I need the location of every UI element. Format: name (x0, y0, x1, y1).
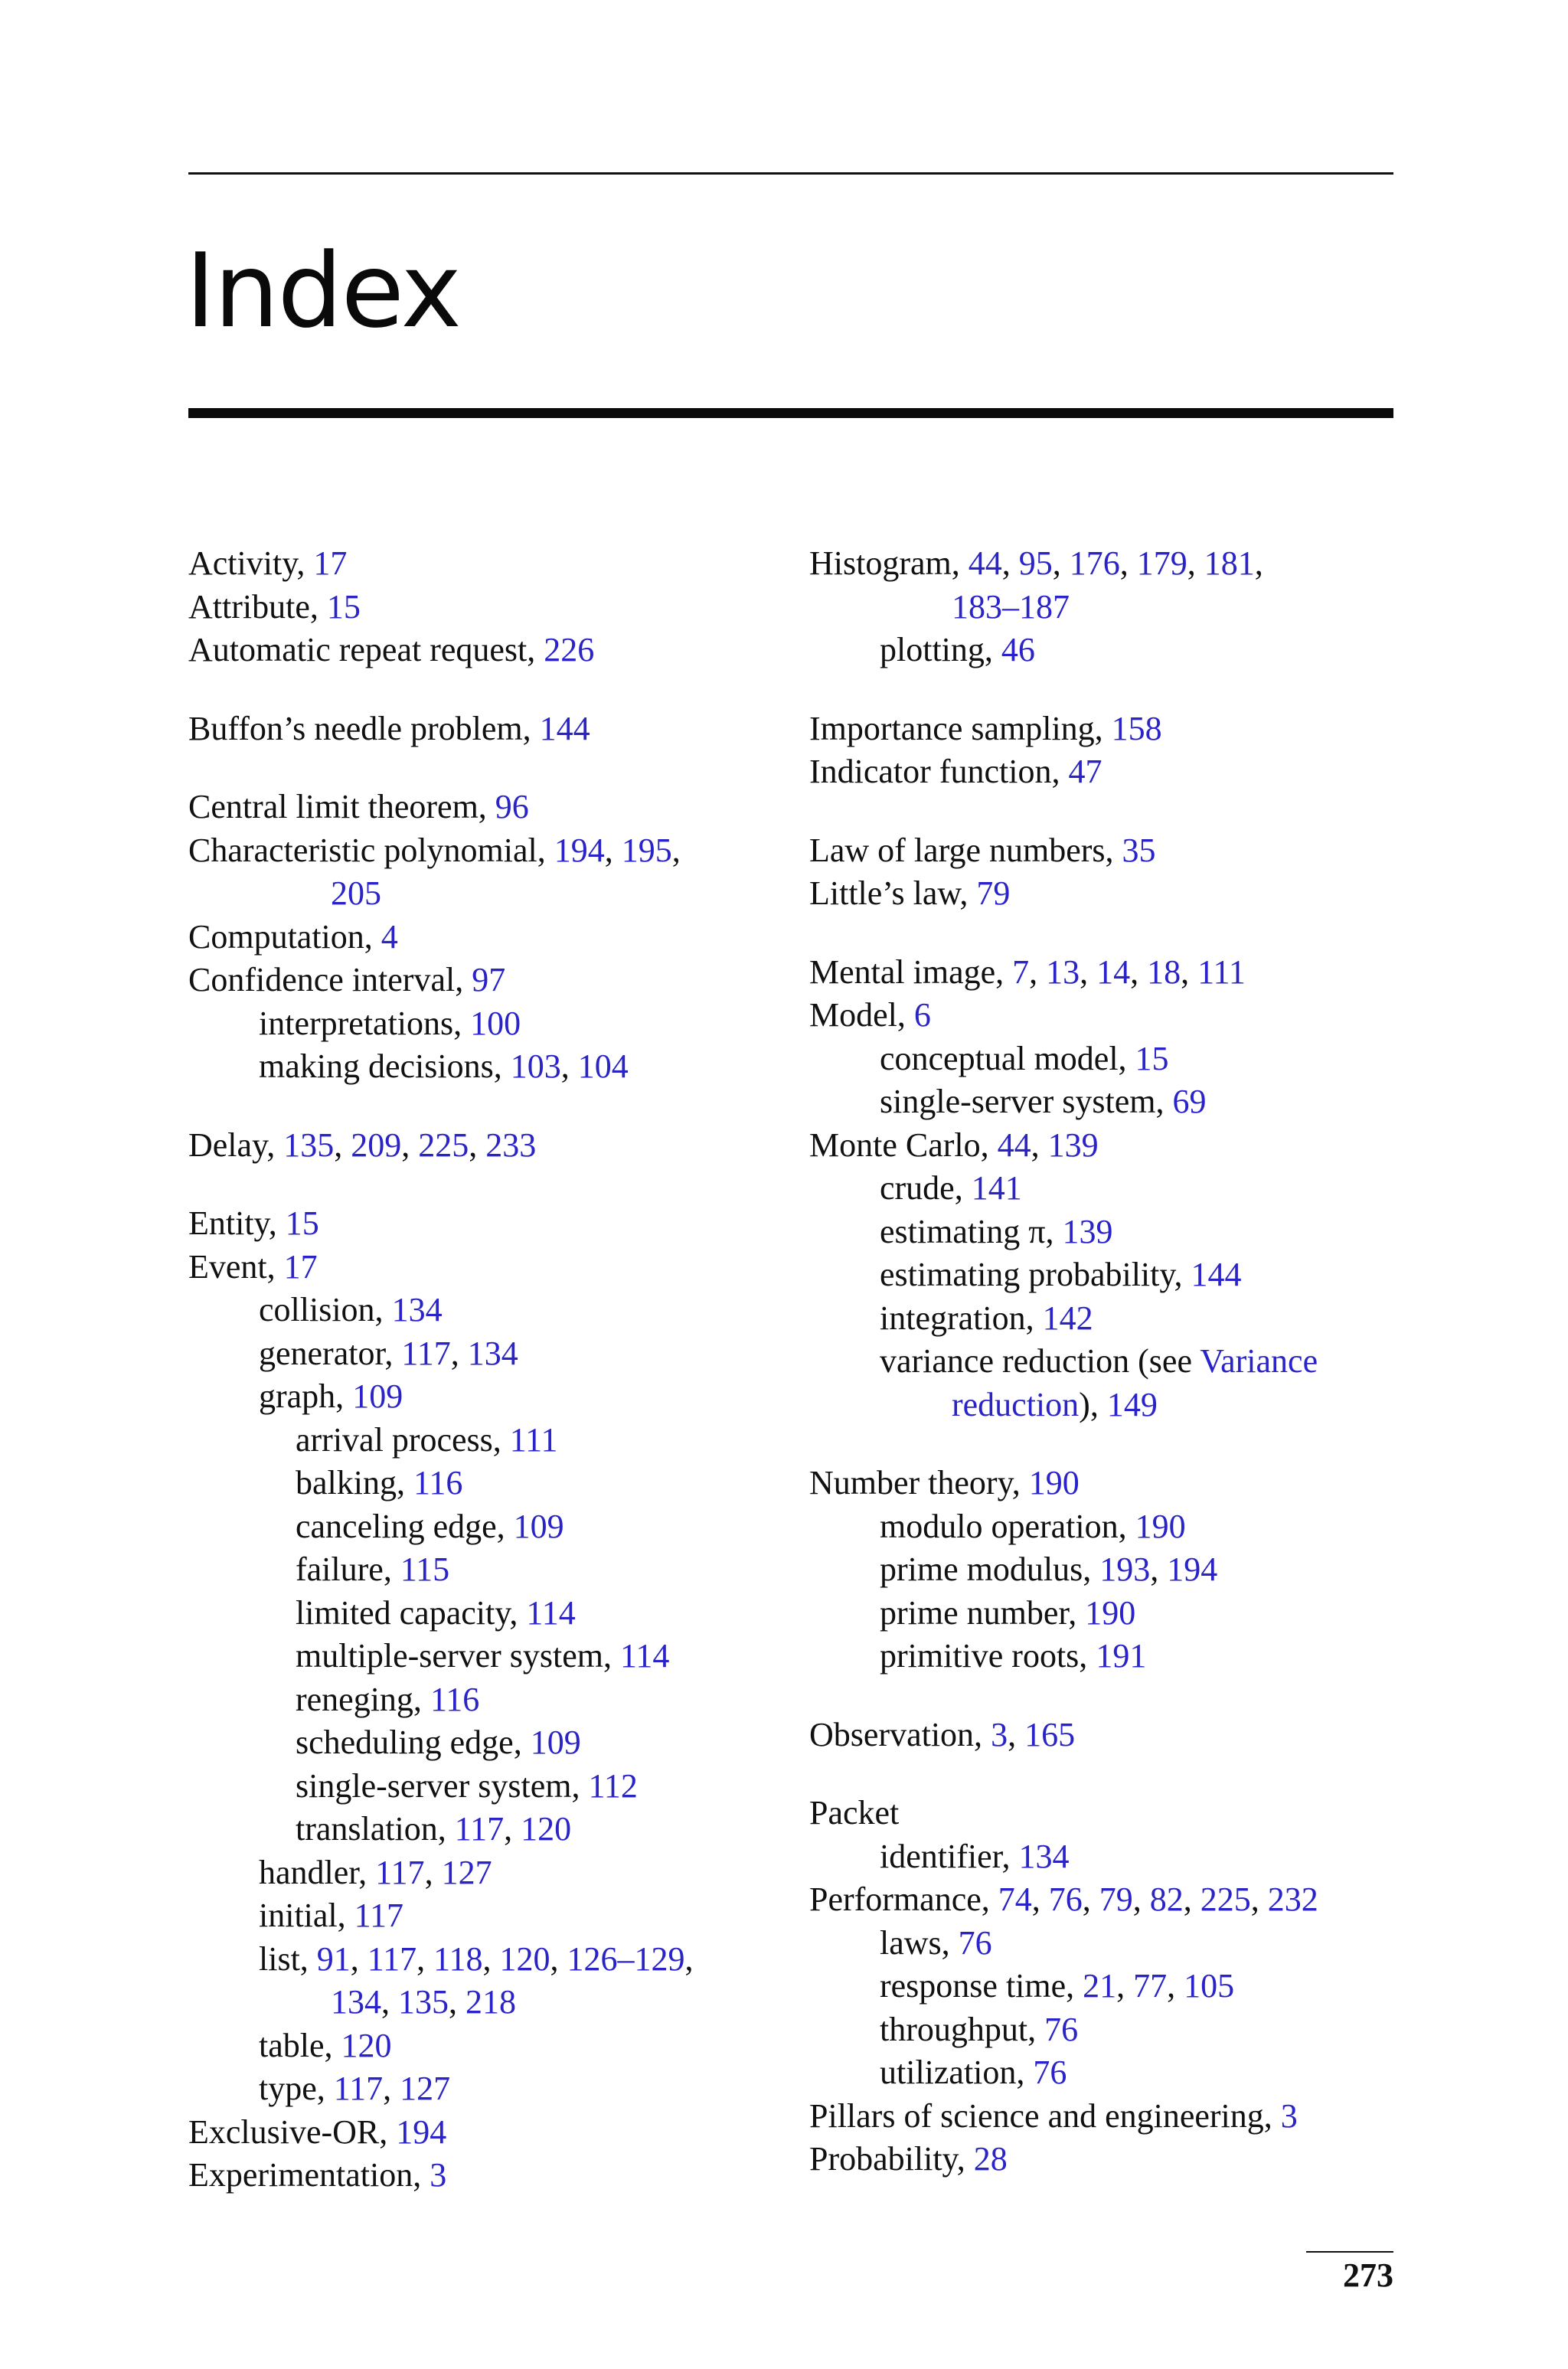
page-number-rule (1306, 2251, 1393, 2253)
page-link[interactable]: 7 (1012, 953, 1030, 991)
page-link[interactable]: 109 (352, 1377, 403, 1415)
index-term: throughput, (880, 2010, 1045, 2048)
index-term: Characteristic polynomial, (188, 831, 554, 869)
page-link[interactable]: 6 (913, 996, 931, 1034)
index-entry (809, 951, 1399, 995)
index-term: response time, (880, 1967, 1083, 2005)
index-term: Pillars of science and engineering, (809, 2096, 1281, 2135)
page-link[interactable]: 218 (466, 1983, 516, 2021)
index-entry (809, 629, 1399, 672)
index-entry (188, 872, 786, 916)
index-term: Histogram, (809, 544, 969, 582)
index-gap (809, 1756, 1399, 1792)
index-column-left (188, 542, 786, 2197)
index-entry (809, 1922, 1399, 1965)
page-link[interactable]: 3 (1280, 2096, 1298, 2135)
page-link[interactable]: 181 (1204, 544, 1255, 582)
page-link[interactable]: 232 (1267, 1880, 1318, 1918)
index-entry (188, 1592, 786, 1635)
page-link[interactable]: 134 (391, 1291, 443, 1328)
separator: , (550, 1939, 567, 1978)
index-term: single-server system, (296, 1766, 589, 1805)
index-term: integration, (880, 1299, 1043, 1337)
index-punct: ), (1079, 1385, 1107, 1423)
page-link[interactable]: 117 (454, 1810, 505, 1848)
index-entry (809, 1167, 1399, 1211)
index-entry (188, 916, 786, 959)
separator: , (383, 2070, 400, 2107)
page-link[interactable]: 141 (971, 1169, 1022, 1207)
page-link[interactable]: 194 (396, 2112, 447, 2151)
index-term: reneging, (296, 1680, 430, 1718)
page-link[interactable]: 114 (620, 1637, 670, 1675)
index-entry (809, 829, 1399, 873)
page-link[interactable]: 116 (430, 1680, 480, 1718)
index-term: Monte Carlo, (809, 1126, 998, 1164)
page-link[interactable]: 134 (331, 1983, 381, 2021)
page-link[interactable]: 103 (510, 1047, 561, 1085)
index-entry (188, 829, 786, 873)
page-link[interactable]: 76 (1048, 1880, 1083, 1918)
index-entry (809, 1211, 1399, 1254)
page-link[interactable]: 190 (1135, 1507, 1186, 1545)
page-link[interactable]: 117 (375, 1853, 425, 1891)
page-link[interactable]: 149 (1106, 1385, 1158, 1423)
page-link[interactable]: 142 (1042, 1299, 1093, 1337)
index-term: Attribute, (188, 587, 327, 626)
page-link[interactable]: 109 (513, 1507, 564, 1545)
separator: , (1183, 1880, 1200, 1918)
separator: , (416, 1939, 434, 1978)
page-link[interactable]: 79 (976, 874, 1011, 912)
page-link[interactable]: 190 (1085, 1593, 1136, 1632)
page-link[interactable]: 225 (1200, 1880, 1251, 1918)
index-term: table, (259, 2026, 341, 2064)
index-entry (809, 1297, 1399, 1341)
page-link[interactable]: 17 (283, 1247, 318, 1286)
page-link[interactable]: 117 (367, 1939, 417, 1978)
page-link[interactable]: 193 (1099, 1550, 1151, 1588)
index-entry (188, 1124, 786, 1168)
index-punct: , (1254, 544, 1263, 582)
index-entry (809, 707, 1399, 751)
index-entry (809, 872, 1399, 916)
index-term: collision, (259, 1291, 392, 1328)
page-link[interactable]: 97 (472, 961, 506, 998)
index-gap (809, 916, 1399, 951)
page-link[interactable]: 135 (398, 1983, 449, 2021)
index-term: modulo operation, (880, 1507, 1135, 1545)
page-link[interactable]: 114 (526, 1593, 576, 1632)
index-term: translation, (296, 1810, 455, 1848)
page-link[interactable]: 14 (1096, 953, 1131, 991)
page-link[interactable]: 3 (991, 1715, 1008, 1753)
page-link[interactable]: 3 (430, 2156, 447, 2194)
index-term: Little’s law, (809, 874, 977, 912)
index-entry (809, 994, 1399, 1037)
index-term: Entity, (188, 1204, 286, 1242)
page-link[interactable]: 194 (1167, 1550, 1218, 1588)
index-gap (809, 672, 1399, 707)
index-entry (188, 2111, 786, 2155)
index-entry (809, 1592, 1399, 1635)
index-term: Event, (188, 1247, 284, 1286)
index-term: canceling edge, (296, 1507, 514, 1545)
separator: , (1082, 1880, 1099, 1918)
index-entry (809, 750, 1399, 794)
page-link[interactable]: 115 (400, 1550, 450, 1588)
index-entry (809, 586, 1399, 629)
separator: , (1119, 544, 1137, 582)
page-link[interactable]: 135 (283, 1126, 335, 1164)
index-entry (188, 1375, 786, 1419)
page-link[interactable]: 179 (1136, 544, 1187, 582)
index-punct: , (684, 1939, 694, 1978)
index-punct: , (671, 831, 681, 869)
index-entry (188, 542, 786, 586)
page-link[interactable]: 35 (1122, 831, 1156, 869)
page-link[interactable]: 111 (1197, 953, 1246, 991)
page-link[interactable]: 111 (509, 1420, 558, 1459)
separator: , (381, 1983, 398, 2021)
index-term: Automatic repeat request, (188, 631, 544, 668)
page-link[interactable]: 233 (485, 1126, 537, 1164)
index-entry (188, 2067, 786, 2111)
index-term: single-server system, (880, 1083, 1173, 1120)
page-link[interactable]: 46 (1001, 631, 1035, 668)
index-entry (188, 629, 786, 672)
separator: , (1181, 953, 1198, 991)
index-term: graph, (259, 1377, 353, 1415)
separator: , (1250, 1880, 1268, 1918)
index-term: handler, (259, 1853, 376, 1891)
index-term: plotting, (880, 631, 1001, 668)
index-entry (809, 1835, 1399, 1879)
page-link[interactable]: 15 (1135, 1039, 1169, 1077)
index-term: estimating probability, (880, 1256, 1191, 1293)
index-term: Central limit theorem, (188, 788, 495, 825)
index-entry (188, 1246, 786, 1289)
page-link[interactable]: 176 (1069, 544, 1120, 582)
page-link[interactable]: 79 (1099, 1880, 1133, 1918)
index-entry (188, 1419, 786, 1462)
page-link[interactable]: 195 (621, 831, 672, 869)
page-link[interactable]: 28 (973, 2140, 1008, 2178)
index-entry (188, 1938, 786, 1982)
index-term: Delay, (188, 1126, 284, 1164)
page-link[interactable]: 117 (354, 1897, 404, 1934)
index-entry (188, 1548, 786, 1592)
page-link[interactable]: 15 (285, 1204, 319, 1242)
separator: , (1001, 544, 1019, 582)
page-link[interactable]: 74 (998, 1880, 1032, 1918)
index-term: Performance, (809, 1880, 998, 1918)
index-term: Exclusive-OR, (188, 2112, 397, 2151)
separator: , (1080, 953, 1097, 991)
separator: , (450, 1334, 468, 1372)
index-entry (809, 1714, 1399, 1757)
index-entry (188, 1765, 786, 1809)
page-link[interactable]: 226 (544, 631, 595, 668)
page-link[interactable]: 118 (433, 1939, 483, 1978)
index-entry (809, 2051, 1399, 2095)
page-link[interactable]: 15 (326, 587, 361, 626)
index-term: primitive roots, (880, 1637, 1096, 1675)
index-entry (188, 1505, 786, 1549)
page-link[interactable]: 158 (1111, 709, 1162, 747)
index-gap (188, 750, 786, 786)
index-entry (188, 1894, 786, 1938)
index-entry (188, 586, 786, 629)
separator: , (350, 1939, 368, 1978)
page-link[interactable]: 139 (1062, 1212, 1113, 1250)
page-link[interactable]: 183–187 (952, 587, 1070, 626)
index-entry (188, 1289, 786, 1332)
index-entry (809, 1505, 1399, 1549)
index-entry (809, 1384, 1399, 1427)
page-link[interactable]: 4 (381, 917, 398, 956)
page-link[interactable]: 225 (418, 1126, 469, 1164)
index-term: conceptual model, (880, 1039, 1135, 1077)
page-link[interactable]: 134 (467, 1334, 518, 1372)
page-link[interactable]: 165 (1024, 1715, 1076, 1753)
index-entry (809, 1462, 1399, 1505)
page-link[interactable]: 44 (968, 544, 1002, 582)
index-term: balking, (296, 1464, 413, 1501)
separator: , (1008, 1715, 1025, 1753)
index-term: Importance sampling, (809, 709, 1112, 747)
index-term: interpretations, (259, 1004, 471, 1042)
separator: , (449, 1983, 466, 2021)
cross-reference-link[interactable]: reduction (952, 1385, 1080, 1423)
separator: , (1130, 953, 1148, 991)
page-link[interactable]: 104 (577, 1047, 629, 1085)
index-entry (809, 542, 1399, 586)
index-term: failure, (296, 1550, 400, 1588)
index-entry (809, 1340, 1399, 1384)
page-link[interactable]: 91 (316, 1939, 351, 1978)
cross-reference-link[interactable]: Variance (1200, 1342, 1318, 1380)
page-link[interactable]: 116 (413, 1464, 463, 1501)
index-term: limited capacity, (296, 1593, 527, 1632)
index-column-right (809, 542, 1399, 2181)
index-entry (188, 1045, 786, 1089)
index-term: Law of large numbers, (809, 831, 1122, 869)
index-term: Buffon’s needle problem, (188, 709, 540, 747)
index-entry (188, 786, 786, 829)
index-entry (188, 1678, 786, 1722)
index-term: prime number, (880, 1593, 1086, 1632)
page-link[interactable]: 47 (1068, 753, 1102, 790)
index-term: scheduling edge, (296, 1724, 531, 1761)
page-link[interactable]: 205 (331, 874, 381, 912)
index-term: laws, (880, 1923, 959, 1962)
index-entry (809, 2138, 1399, 2181)
index-gap (188, 672, 786, 707)
index-entry (809, 1965, 1399, 2008)
page-link[interactable]: 100 (470, 1004, 521, 1042)
index-entry (809, 1080, 1399, 1124)
separator: , (482, 1939, 500, 1978)
page-link[interactable]: 191 (1096, 1637, 1147, 1675)
index-gap (809, 1426, 1399, 1462)
index-term: Probability, (809, 2140, 974, 2178)
index-term: arrival process, (296, 1420, 510, 1459)
index-term: utilization, (880, 2054, 1034, 2091)
index-entry (809, 1792, 1399, 1835)
page-title: Index (185, 231, 460, 351)
index-term: generator, (259, 1334, 402, 1372)
index-term: Confidence interval, (188, 961, 472, 998)
separator: , (401, 1126, 419, 1164)
separator: , (469, 1126, 486, 1164)
index-gap (809, 1678, 1399, 1714)
index-term: Activity, (188, 544, 314, 582)
page-link[interactable]: 126–129 (567, 1939, 685, 1978)
page-link[interactable]: 120 (521, 1810, 572, 1848)
index-entry (809, 1878, 1399, 1922)
separator: , (1116, 1967, 1134, 2005)
index-entry (188, 1002, 786, 1046)
index-term: Packet (809, 1794, 900, 1831)
page-link[interactable]: 96 (495, 788, 529, 825)
index-term: Indicator function, (809, 753, 1069, 790)
page-link[interactable]: 144 (539, 709, 590, 747)
index-term: Observation, (809, 1715, 991, 1753)
index-entry (188, 1808, 786, 1851)
page-link[interactable]: 21 (1083, 1967, 1117, 2005)
index-entry (188, 1721, 786, 1765)
separator: , (334, 1126, 351, 1164)
page-link[interactable]: 127 (400, 2070, 451, 2107)
page-link[interactable]: 76 (1033, 2054, 1067, 2091)
page-number: 273 (1343, 2256, 1393, 2294)
index-entry (188, 707, 786, 751)
page-link[interactable]: 109 (530, 1724, 581, 1761)
index-term: Computation, (188, 917, 381, 956)
page-link[interactable]: 76 (958, 1923, 992, 1962)
index-entry (809, 1635, 1399, 1678)
index-term: making decisions, (259, 1047, 511, 1085)
index-entry (809, 1548, 1399, 1592)
index-term: prime modulus, (880, 1550, 1100, 1588)
separator: , (1052, 544, 1070, 582)
page-link[interactable]: 117 (333, 2070, 384, 2107)
page-link[interactable]: 209 (351, 1126, 402, 1164)
page-link[interactable]: 18 (1147, 953, 1181, 991)
page-link[interactable]: 95 (1018, 544, 1053, 582)
page-link[interactable]: 82 (1149, 1880, 1184, 1918)
separator: , (1031, 1880, 1049, 1918)
index-entry (188, 1851, 786, 1895)
index-term: crude, (880, 1169, 972, 1207)
index-entry (809, 2095, 1399, 2139)
page-link[interactable]: 120 (341, 2026, 392, 2064)
separator: , (604, 831, 622, 869)
page-link[interactable]: 139 (1047, 1126, 1099, 1164)
page-link[interactable]: 76 (1044, 2010, 1079, 2048)
index-term: Mental image, (809, 953, 1013, 991)
index-gap (188, 1167, 786, 1202)
index-term: Experimentation, (188, 2156, 430, 2194)
index-term: initial, (259, 1897, 354, 1934)
separator: , (1029, 953, 1047, 991)
page-link[interactable]: 69 (1172, 1083, 1207, 1120)
index-entry (188, 1635, 786, 1678)
index-term: identifier, (880, 1837, 1019, 1875)
page-link[interactable]: 77 (1133, 1967, 1168, 2005)
index-entry (809, 1253, 1399, 1297)
index-entry (188, 1332, 786, 1376)
page-link[interactable]: 13 (1046, 953, 1080, 991)
index-entry (188, 2024, 786, 2068)
index-entry (809, 1037, 1399, 1081)
separator: , (1167, 1967, 1184, 2005)
index-entry (809, 1124, 1399, 1168)
page-link[interactable]: 190 (1028, 1464, 1080, 1501)
separator: , (1187, 544, 1204, 582)
separator: , (504, 1810, 521, 1848)
index-entry (188, 959, 786, 1002)
index-term: Model, (809, 996, 914, 1034)
separator: , (1150, 1550, 1168, 1588)
page-link[interactable]: 112 (588, 1766, 638, 1805)
title-underline (188, 408, 1393, 418)
index-term: list, (259, 1939, 317, 1978)
separator: , (424, 1853, 442, 1891)
index-gap (188, 1089, 786, 1124)
page-link[interactable]: 144 (1191, 1256, 1242, 1293)
index-entry (188, 1202, 786, 1246)
index-term: multiple-server system, (296, 1637, 621, 1675)
page-link[interactable]: 194 (554, 831, 605, 869)
index-gap (809, 794, 1399, 829)
page-link[interactable]: 127 (441, 1853, 492, 1891)
top-rule (188, 172, 1393, 175)
index-entry (809, 2008, 1399, 2052)
index-term: estimating π, (880, 1212, 1063, 1250)
index-term: Number theory, (809, 1464, 1029, 1501)
index-entry (188, 1981, 786, 2024)
index-entry (188, 2154, 786, 2197)
page-link[interactable]: 120 (499, 1939, 550, 1978)
index-term: type, (259, 2070, 334, 2107)
page-link[interactable]: 17 (313, 544, 348, 582)
index-entry (188, 1462, 786, 1505)
separator: , (1132, 1880, 1150, 1918)
page-link[interactable]: 117 (401, 1334, 451, 1372)
separator: , (1031, 1126, 1048, 1164)
page-link[interactable]: 105 (1184, 1967, 1235, 2005)
page-link[interactable]: 44 (997, 1126, 1031, 1164)
index-term: variance reduction (see (880, 1342, 1200, 1380)
separator: , (560, 1047, 578, 1085)
page-link[interactable]: 134 (1018, 1837, 1070, 1875)
